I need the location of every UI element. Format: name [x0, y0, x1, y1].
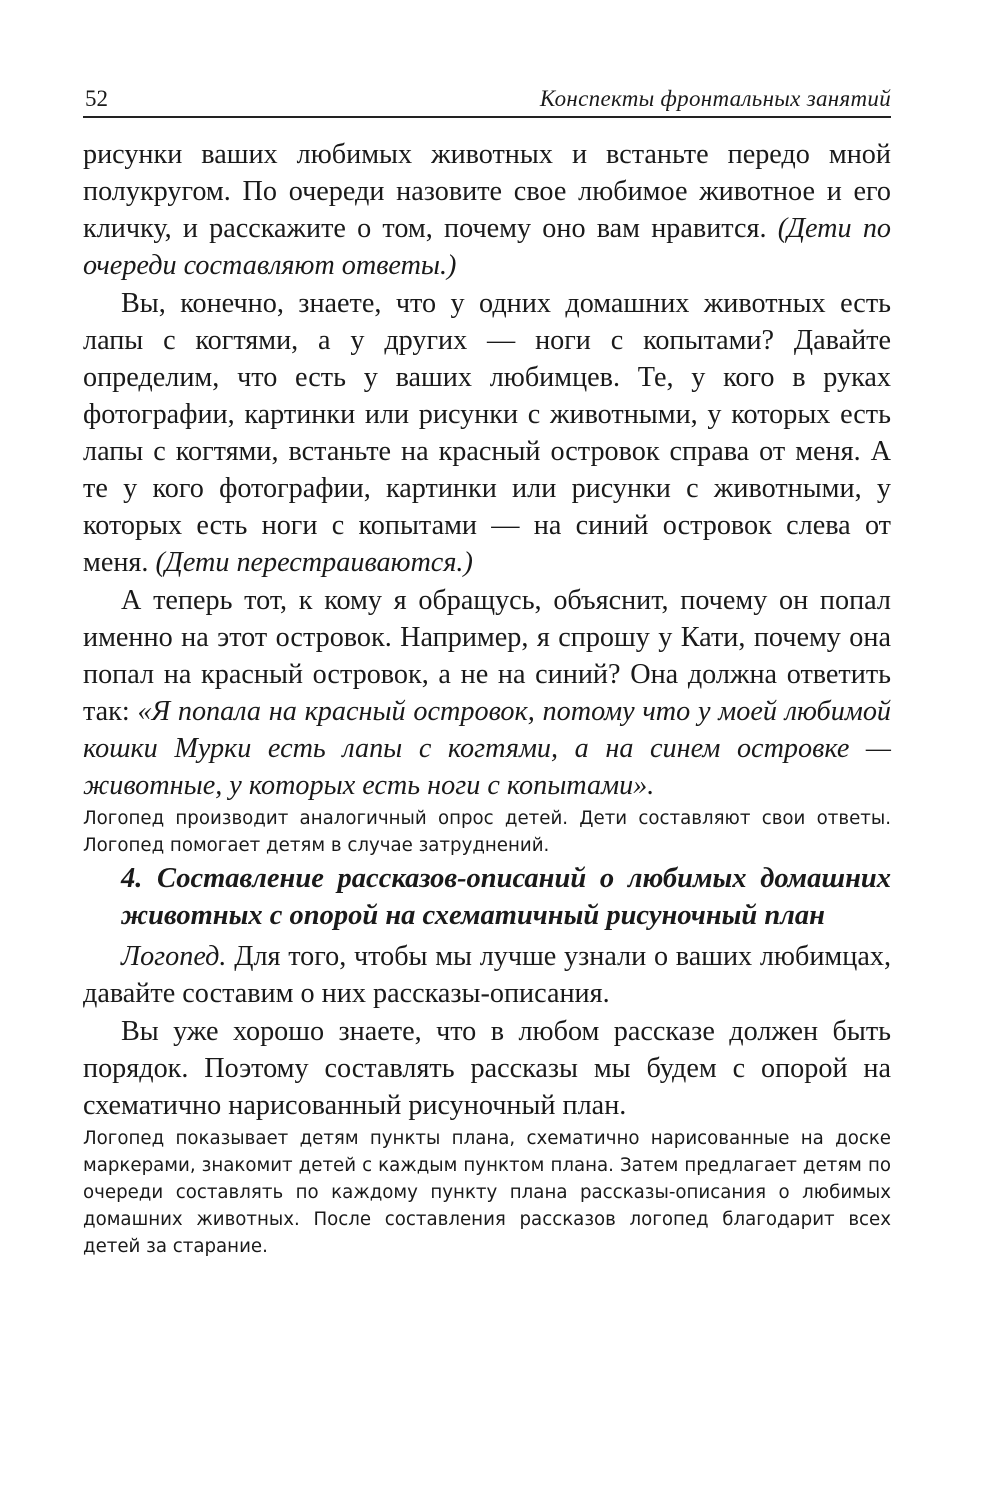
body-text — [83, 136, 891, 1260]
section-title: Составление рассказов-описаний о любимых домашних животных с опорой на схематичный рисуночный план — [121, 863, 891, 931]
book-page — [83, 72, 891, 1260]
paragraph-1-text: рисунки ваших любимых животных и встаньте передо мной полукругом. По очереди назовите свое любимое животное и его кличку, и расскажите о том, почему оно вам нравится. — [83, 139, 891, 244]
paragraph-3-quote: «Я попала на красный островок, потому что у моей любимой кошки Мурки есть лапы с когтями, а на синем островке — животные, у которых есть ноги с копытами». — [83, 696, 892, 801]
running-title: Конспекты фронтальных занятий — [539, 86, 891, 111]
section-heading — [83, 860, 891, 934]
instruction-note-2: Логопед показывает детям пункты плана, схематично нарисованные на доске маркерами, знакомит детей с каждым пунктом плана. Затем предлагает детям по очереди составлять по каждому пункту плана рассказы-описания о любимых домашних животных. После составления рассказов логопед благодарит всех детей за старание. — [83, 1128, 891, 1257]
paragraph-3 — [83, 582, 891, 804]
paragraph-4-text: Для того, чтобы мы лучше узнали о ваших любимцах, давайте составим о них рассказы-описания. — [83, 941, 891, 1009]
paragraph-1-stage-direction: (Дети по очереди составляют ответы.) — [83, 213, 892, 281]
running-head — [83, 72, 891, 118]
paragraph-3-text: А теперь тот, к кому я обращусь, объяснит, почему он попал именно на этот островок. Например, я спрошу у Кати, почему она попал на красный островок, а не на синий? Она должна ответить так: — [83, 585, 891, 727]
section-number: 4. — [121, 863, 143, 894]
paragraph-5: Вы уже хорошо знаете, что в любом рассказе должен быть порядок. Поэтому составлять рассказы мы будем с опорой на схематично нарисованный рисуночный план. — [83, 1016, 891, 1121]
paragraph-4 — [83, 938, 891, 1012]
speaker-label: Логопед. — [121, 941, 227, 972]
paragraph-1 — [83, 136, 891, 284]
page-number: 52 — [85, 86, 108, 111]
instruction-note-1: Логопед производит аналогичный опрос детей. Дети составляют свои ответы. Логопед помогает детям в случае затруднений. — [83, 808, 891, 856]
paragraph-2 — [83, 285, 891, 581]
paragraph-2-text: Вы, конечно, знаете, что у одних домашних животных есть лапы с когтями, а у других — ноги с копытами? Давайте определим, что есть у ваших любимцев. Те, у кого в руках фотографии, картинки или рисунки с животными, у которых есть лапы с когтями, встаньте на красный островок справа от меня. А те у кого фотографии, картинки или рисунки с животными, у которых есть ноги с копытами — на синий островок слева от меня. — [83, 288, 891, 578]
paragraph-2-stage-direction: (Дети перестраиваются.) — [155, 547, 473, 578]
